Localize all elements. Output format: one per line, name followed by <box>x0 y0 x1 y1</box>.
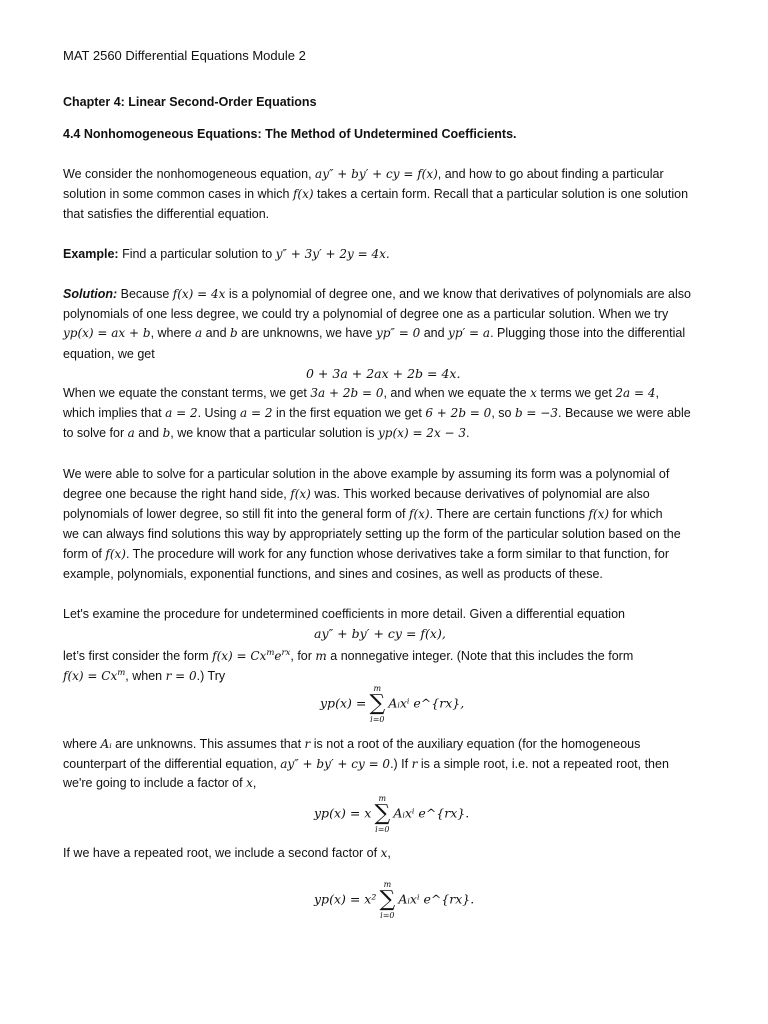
intro-line-1: We consider the nonhomogeneous equation, ay″ + by′ + cy = f(x), and how to go about finding a particular <box>63 167 664 181</box>
para3-line-7: If we have a repeated root, we include a second factor of x, <box>63 846 391 860</box>
simple-root-equation: yp(x) = x m ∑ i=0 Aᵢxⁱ e^{rx}. <box>314 794 470 834</box>
solution-line-7: to solve for a and b, we know that a particular solution is yp(x) = 2x − 3. <box>63 426 470 440</box>
solution-line-6: which implies that a = 2. Using a = 2 in the first equation we get 6 + 2b = 0, so b = −3. Because we were able <box>63 406 691 420</box>
para2-line-4: we can always find solutions this way by appropriately setting up the form of the particular solution based on the <box>63 527 681 541</box>
para3-line-2: let’s first consider the form $f(x) = Cx^me^{rx}$, for m a nonnegative integer. (Note that this includes the form <box>63 648 634 663</box>
section-title: 4.4 Nonhomogeneous Equations: The Method of Undetermined Coefficients. <box>63 127 517 141</box>
para2-line-5: form of f(x). The procedure will work for any function whose derivatives take a form similar to that function, for <box>63 547 670 561</box>
para2-line-3: polynomials of lower degree, so still fit into the general form of f(x). There are certain functions f(x) for which <box>63 507 663 521</box>
para3-line-3: $f(x) = Cx^m$, when r = 0.) Try <box>63 668 226 683</box>
para2-line-6: example, polynomials, exponential functions, and sines and cosines, as well as products of these. <box>63 567 603 581</box>
chapter-title: Chapter 4: Linear Second-Order Equations <box>63 95 317 109</box>
solution-line-3: yp(x) = ax + b, where a and b are unknowns, we have yp″ = 0 and yp′ = a. Plugging those into the differential <box>63 326 686 340</box>
para2-line-2: degree one because the right hand side, f(x) was. This worked because derivatives of polynomial are also <box>63 487 650 501</box>
trial-solution-equation: yp(x) = m ∑ i=0 Aᵢxⁱ e^{rx}, <box>320 684 465 724</box>
summation-symbol: m ∑ i=0 <box>374 794 391 834</box>
para2-line-1: We were able to solve for a particular solution in the above example by assuming its form was a polynomial of <box>63 467 670 481</box>
solution-display-equation: 0 + 3a + 2ax + 2b = 4x. <box>306 366 461 381</box>
repeated-root-equation: yp(x) = x² m ∑ i=0 Aᵢxⁱ e^{rx}. <box>314 880 475 920</box>
para3-line-6: we're going to include a factor of x, <box>63 776 257 790</box>
para3-line-1: Let's examine the procedure for undetermined coefficients in more detail. Given a differential equation <box>63 607 625 621</box>
solution-line-2: polynomials of one less degree, we could try a polynomial of degree one as a particular solution. When we try <box>63 307 669 321</box>
intro-line-3: that satisfies the differential equation. <box>63 207 270 221</box>
solution-line-4: equation, we get <box>63 347 155 361</box>
summation-symbol: m ∑ i=0 <box>379 880 396 920</box>
document-header: MAT 2560 Differential Equations Module 2 <box>63 48 306 63</box>
solution-line-5: When we equate the constant terms, we get 3a + 2b = 0, and when we equate the x terms we get 2a = 4, <box>63 386 659 400</box>
example-line: Example: Find a particular solution to y″ + 3y′ + 2y = 4x. <box>63 247 390 261</box>
summation-symbol: m ∑ i=0 <box>369 684 386 724</box>
para3-line-5: counterpart of the differential equation, ay″ + by′ + cy = 0.) If r is a simple root, i.e. not a repeated root, then <box>63 757 669 771</box>
solution-line-1: Solution: Because f(x) = 4x is a polynomial of degree one, and we know that derivatives of polynomials are also <box>63 287 691 301</box>
para3-display-equation: ay″ + by′ + cy = f(x), <box>314 626 446 641</box>
intro-line-2: solution in some common cases in which f(x) takes a certain form. Recall that a particular solution is one solution <box>63 187 689 201</box>
para3-line-4: where Aᵢ are unknowns. This assumes that r is not a root of the auxiliary equation (for the homogeneous <box>63 737 641 751</box>
